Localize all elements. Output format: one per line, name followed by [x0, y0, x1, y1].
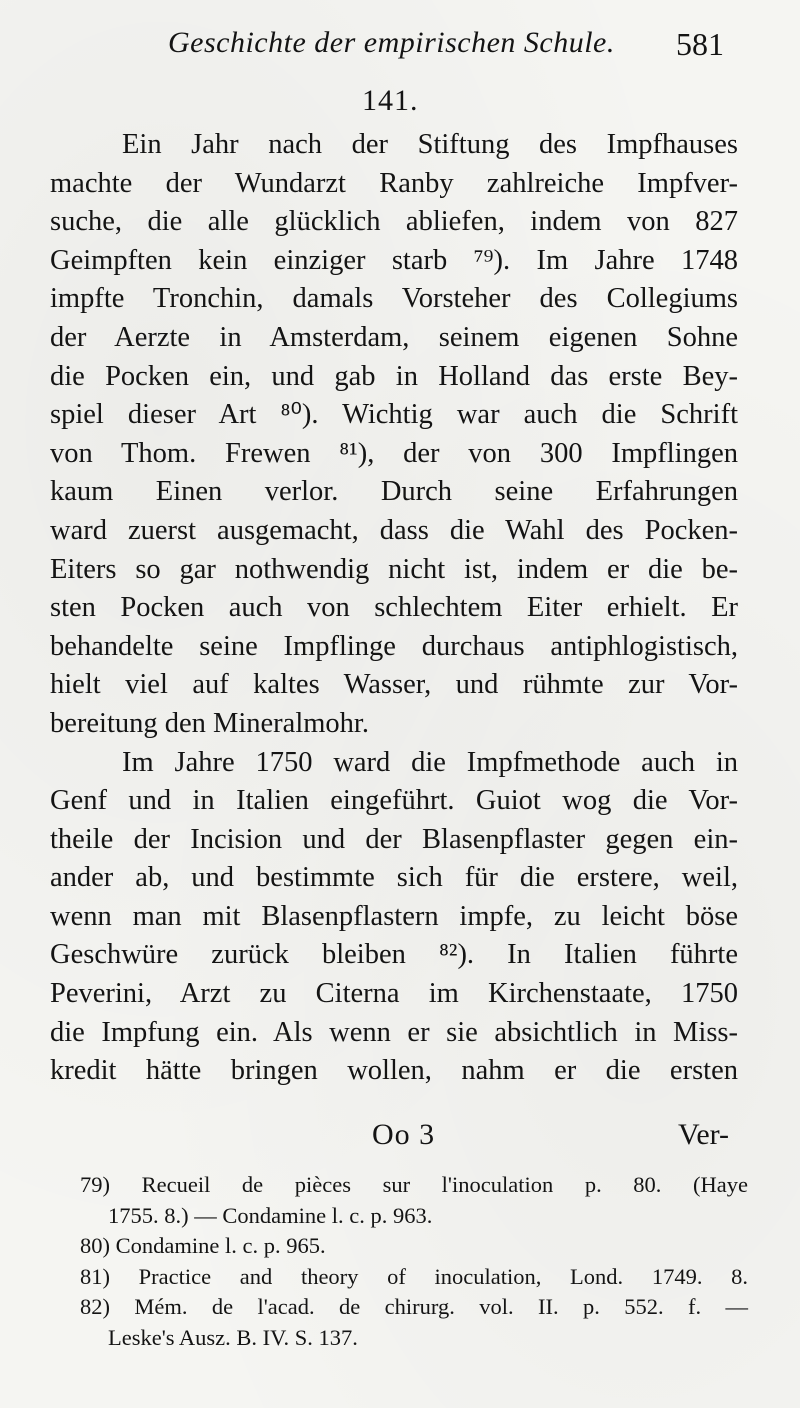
footnote-line: 81) Practice and theory of inoculation, Lond. 1749. 8.: [80, 1263, 748, 1289]
text-line: kaum Einen verlor. Durch seine Erfahrungen: [50, 476, 738, 508]
section-number: 141.: [362, 84, 419, 117]
text-line: die Impfung ein. Als wenn er sie absichtlich in Miss-: [50, 1016, 738, 1048]
text-line: spiel dieser Art ⁸⁰). Wichtig war auch die Schrift: [50, 399, 738, 431]
text-line: theile der Incision und der Blasenpflaster gegen ein-: [50, 823, 738, 855]
footnote-line: 80) Condamine l. c. p. 965.: [80, 1233, 326, 1258]
text-line: hielt viel auf kaltes Wasser, und rühmte zur Vor-: [50, 669, 738, 701]
text-line: Geimpften kein einziger starb ⁷⁹). Im Jahre 1748: [50, 244, 738, 276]
text-line: impfte Tronchin, damals Vorsteher des Collegiums: [50, 283, 738, 315]
catchword: Ver-: [678, 1118, 730, 1151]
text-line: machte der Wundarzt Ranby zahlreiche Impfver-: [50, 167, 738, 199]
text-line: ward zuerst ausgemacht, dass die Wahl des Pocken-: [50, 514, 738, 546]
signature-mark: Oo 3: [372, 1118, 436, 1151]
text-line: die Pocken ein, und gab in Holland das erste Bey-: [50, 360, 738, 392]
footnotes: [80, 1170, 748, 1353]
text-line: Peverini, Arzt zu Citerna im Kirchenstaate, 1750: [50, 978, 738, 1010]
text-line: Eiters so gar nothwendig nicht ist, indem er die be-: [50, 553, 738, 585]
footnote-line: 79) Recueil de pièces sur l'inoculation p. 80. (Haye: [80, 1172, 748, 1197]
text-line: suche, die alle glücklich abliefen, indem von 827: [50, 206, 738, 238]
footnote-line: 1755. 8.) — Condamine l. c. p. 963.: [108, 1202, 433, 1228]
text-line: wenn man mit Blasenpflastern impfe, zu leicht böse: [50, 900, 738, 932]
body-text: [50, 126, 738, 1091]
footnote-line: Leske's Ausz. B. IV. S. 137.: [108, 1324, 358, 1350]
text-line: Im Jahre 1750 ward die Impfmethode auch in: [122, 746, 738, 778]
running-head: [0, 26, 800, 66]
text-line: ander ab, und bestimmte sich für die erstere, weil,: [50, 862, 738, 894]
text-line: bereitung den Mineralmohr.: [50, 707, 369, 739]
footnote-line: 82) Mém. de l'acad. de chirurg. vol. II. p. 552. f. —: [80, 1294, 748, 1319]
text-line: sten Pocken auch von schlechtem Eiter erhielt. Er: [50, 592, 738, 624]
text-line: von Thom. Frewen ⁸¹), der von 300 Impflingen: [50, 437, 738, 469]
text-line: kredit hätte bringen wollen, nahm er die ersten: [50, 1055, 738, 1087]
text-line: Ein Jahr nach der Stiftung des Impfhauses: [122, 129, 738, 160]
running-title: Geschichte der empirischen Schule.: [168, 26, 615, 59]
text-line: Genf und in Italien eingeführt. Guiot wog die Vor-: [50, 785, 738, 817]
text-line: behandelte seine Impflinge durchaus antiphlogistisch,: [50, 630, 738, 662]
page-number: 581: [676, 26, 724, 62]
catchline: [0, 1118, 800, 1158]
text-line: der Aerzte in Amsterdam, seinem eigenen Sohne: [50, 321, 738, 353]
text-line: Geschwüre zurück bleiben ⁸²). In Italien führte: [50, 939, 738, 971]
